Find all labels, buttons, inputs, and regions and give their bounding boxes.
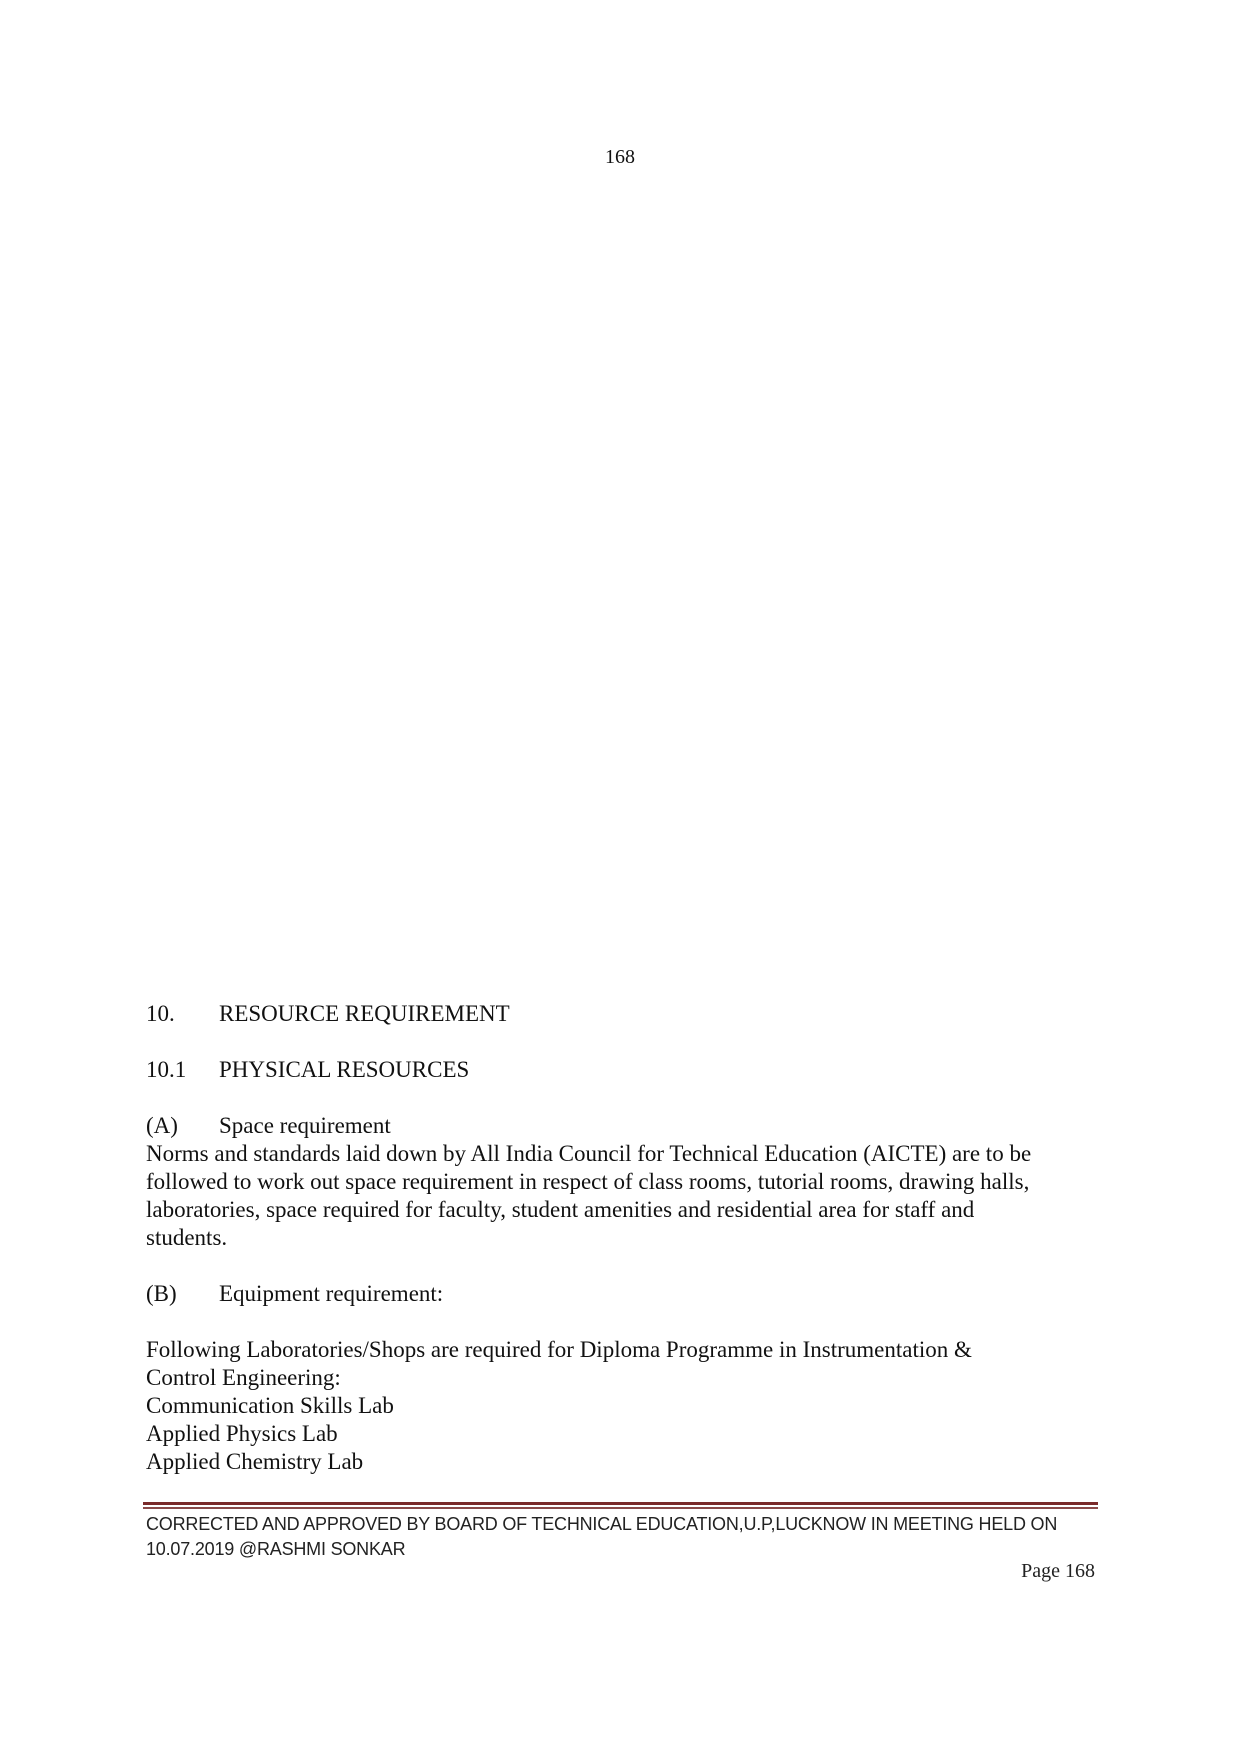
footer-line-1: CORRECTED AND APPROVED BY BOARD OF TECHNICAL EDUCATION,U.P,LUCKNOW IN MEETING HELD ON (146, 1514, 1058, 1534)
lab-list-item: Applied Chemistry Lab (146, 1449, 364, 1474)
footer-divider (143, 1502, 1098, 1509)
section-10-1-heading (146, 1056, 469, 1084)
paragraph-line: Following Laboratories/Shops are required for Diploma Programme in Instrumentation & (146, 1337, 972, 1362)
section-10-1-title: PHYSICAL RESOURCES (219, 1057, 470, 1082)
section-10-heading (146, 1000, 510, 1028)
subsection-a-title: Space requirement (219, 1113, 391, 1138)
subsection-b-label: (B) (146, 1281, 177, 1306)
top-page-number: 168 (605, 146, 635, 168)
paragraph-line: followed to work out space requirement in respect of class rooms, tutorial rooms, drawing halls, (146, 1169, 1030, 1194)
footer-approval-note (146, 1512, 1057, 1562)
section-10-1-number: 10.1 (146, 1057, 187, 1082)
footer-page-number: Page 168 (1021, 1560, 1095, 1582)
lab-list-item: Applied Physics Lab (146, 1421, 338, 1446)
lab-list-item: Communication Skills Lab (146, 1393, 394, 1418)
subsection-b-title: Equipment requirement: (219, 1281, 444, 1306)
equipment-requirement-intro (146, 1336, 1106, 1476)
subsection-a-heading (146, 1112, 391, 1140)
paragraph-line: Control Engineering: (146, 1365, 341, 1390)
section-10-title: RESOURCE REQUIREMENT (219, 1001, 510, 1026)
space-requirement-paragraph (146, 1140, 1106, 1252)
paragraph-line: laboratories, space required for faculty, student amenities and residential area for staff and (146, 1197, 975, 1222)
subsection-a-label: (A) (146, 1113, 178, 1138)
paragraph-line: Norms and standards laid down by All India Council for Technical Education (AICTE) are to be (146, 1141, 1032, 1166)
subsection-b-heading (146, 1280, 443, 1308)
section-10-number: 10. (146, 1001, 175, 1026)
footer-line-2: 10.07.2019 @RASHMI SONKAR (146, 1539, 406, 1559)
paragraph-line: students. (146, 1225, 228, 1250)
